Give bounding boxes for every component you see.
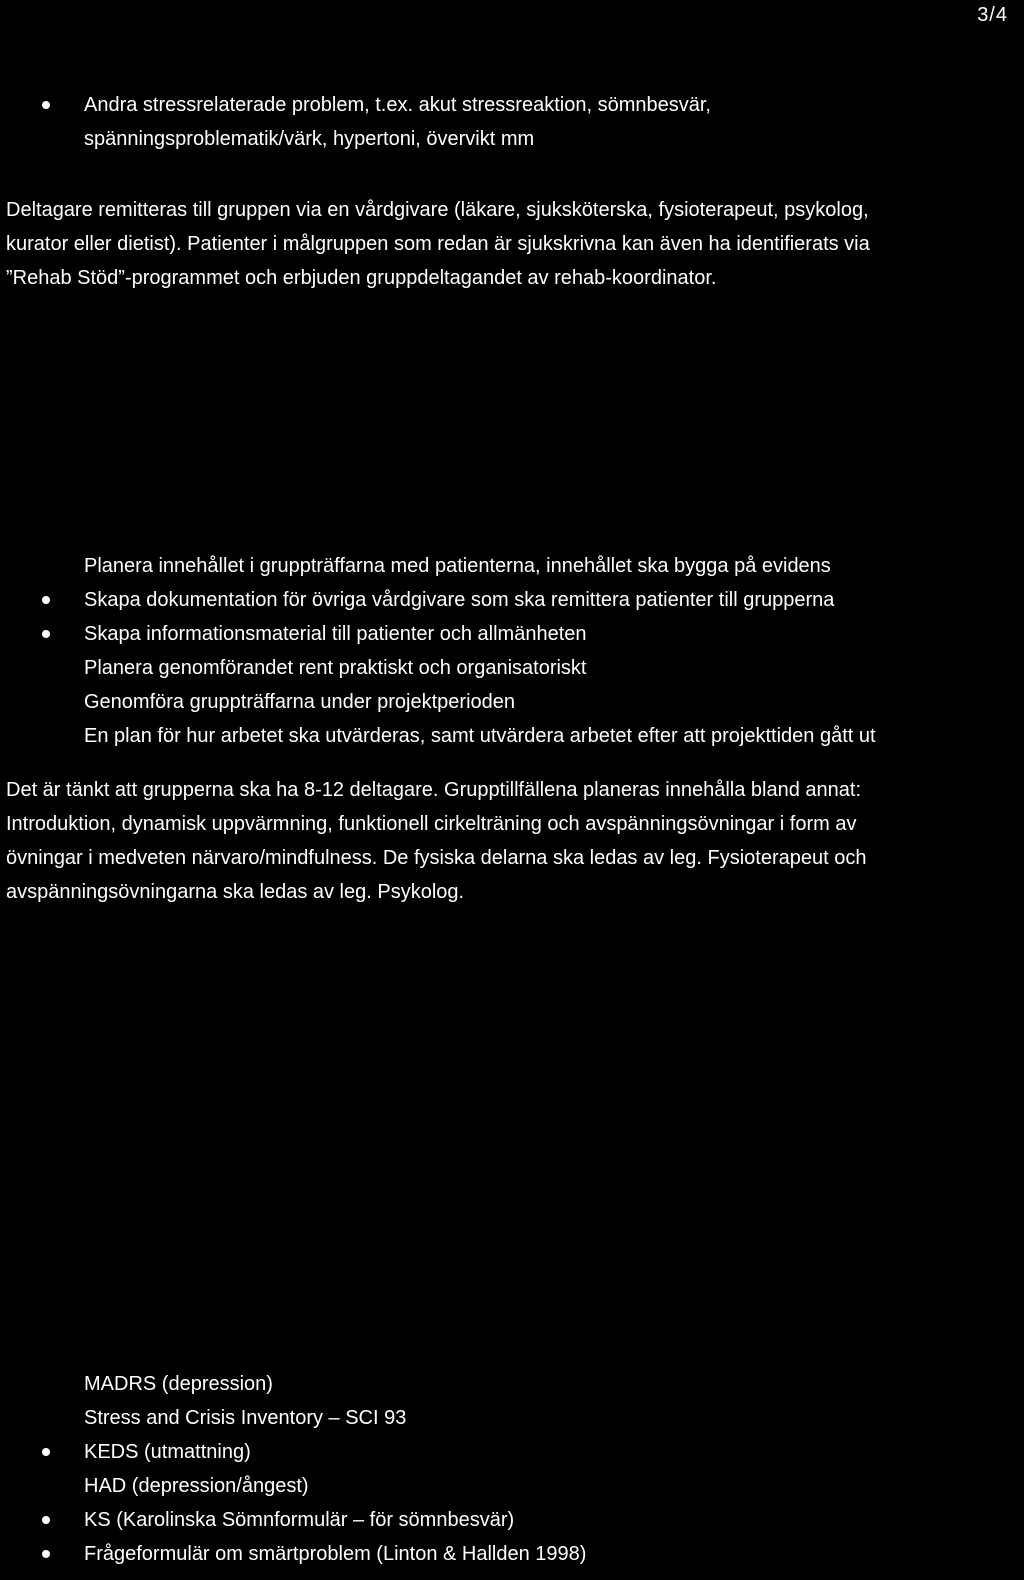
task-item: Genomföra gruppträffarna under projektperioden: [84, 691, 516, 713]
task-item: En plan för hur arbetet ska utvärderas, samt utvärdera arbetet efter att projekttiden gått ut: [84, 725, 876, 747]
instrument-item: KS (Karolinska Sömnformulär – för sömnbesvär): [84, 1509, 515, 1531]
instrument-item: HAD (depression/ångest): [84, 1475, 309, 1497]
group-paragraph: [6, 773, 1018, 909]
paragraph-line: Deltagare remitteras till gruppen via en vårdgivare (läkare, sjuksköterska, fysioterapeut, psykolog,: [6, 199, 869, 221]
instrument-item: Stress and Crisis Inventory – SCI 93: [84, 1407, 407, 1429]
task-item: Skapa dokumentation för övriga vårdgivare som ska remittera patienter till grupperna: [84, 589, 835, 611]
bullet-dot: [42, 1516, 50, 1524]
task-item: Skapa informationsmaterial till patienter och allmänheten: [84, 623, 587, 645]
bullet-dot: [42, 596, 50, 604]
bullet-dot: [42, 630, 50, 638]
task-item: Planera genomförandet rent praktiskt och organisatoriskt: [84, 657, 587, 679]
referral-paragraph: [6, 193, 1018, 295]
instrument-item: KEDS (utmattning): [84, 1441, 251, 1463]
paragraph-line: övningar i medveten närvaro/mindfulness. De fysiska delarna ska ledas av leg. Fysioterapeut och: [6, 847, 867, 869]
paragraph-line: Det är tänkt att grupperna ska ha 8-12 deltagare. Grupptillfällena planeras innehålla bland annat:: [6, 779, 862, 801]
page-number: 3/4: [977, 4, 1008, 26]
bullet-text-line: spänningsproblematik/värk, hypertoni, övervikt mm: [84, 128, 535, 150]
paragraph-line: kurator eller dietist). Patienter i målgruppen som redan är sjukskrivna kan även ha identifierats via: [6, 233, 870, 255]
bullet-dot: [42, 1448, 50, 1456]
paragraph-line: ”Rehab Stöd”-programmet och erbjuden gruppdeltagandet av rehab-koordinator.: [6, 267, 717, 289]
paragraph-line: Introduktion, dynamisk uppvärmning, funktionell cirkelträning och avspänningsövningar i form av: [6, 813, 857, 835]
bullet-text-line: Andra stressrelaterade problem, t.ex. akut stressreaktion, sömnbesvär,: [84, 94, 711, 116]
bullet-dot: [42, 1550, 50, 1558]
task-item: Planera innehållet i gruppträffarna med patienterna, innehållet ska bygga på evidens: [84, 555, 831, 577]
paragraph-line: avspänningsövningarna ska ledas av leg. Psykolog.: [6, 881, 465, 903]
instrument-item: MADRS (depression): [84, 1373, 273, 1395]
instrument-item: Frågeformulär om smärtproblem (Linton & Hallden 1998): [84, 1543, 587, 1565]
bullet-dot: [42, 101, 50, 109]
